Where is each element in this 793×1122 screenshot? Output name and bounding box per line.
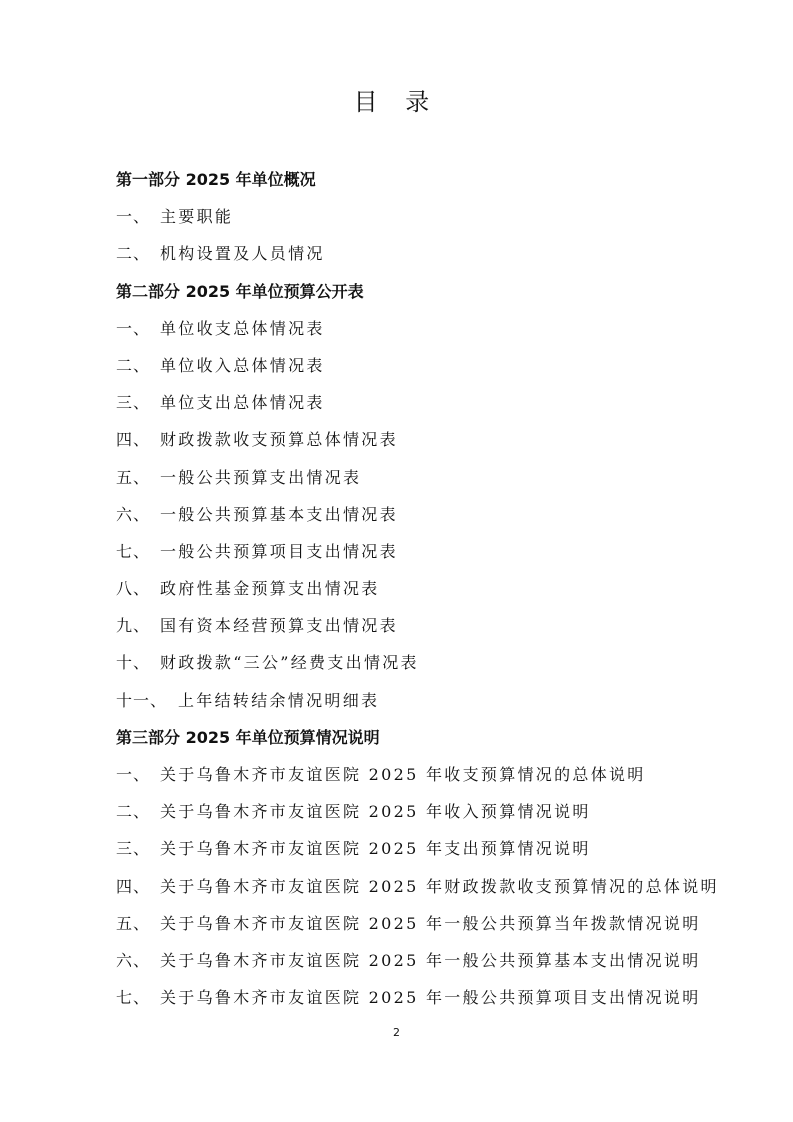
toc-item-number: 十、 (116, 653, 151, 673)
toc-item-label: 关于乌鲁木齐市友谊医院 2025 年收支预算情况的总体说明 (160, 765, 646, 784)
page-title: 目 录 (353, 88, 440, 116)
toc-item-label: 财政拨款“三公”经费支出情况表 (160, 653, 419, 673)
toc-item-label: 关于乌鲁木齐市友谊医院 2025 年一般公共预算项目支出情况说明 (160, 988, 701, 1008)
toc-item-label: 国有资本经营预算支出情况表 (160, 616, 398, 636)
toc-item[interactable] (116, 239, 736, 276)
toc-item-label: 关于乌鲁木齐市友谊医院 2025 年收入预算情况说明 (160, 802, 591, 822)
toc-item-label: 关于乌鲁木齐市友谊医院 2025 年财政拨款收支预算情况的总体说明 (160, 876, 719, 896)
toc-item-number: 八、 (116, 579, 151, 599)
toc-item-label: 单位支出总体情况表 (160, 393, 325, 413)
toc-item[interactable] (116, 909, 736, 946)
toc-item-number: 五、 (116, 913, 151, 933)
toc-item-number: 四、 (116, 876, 151, 896)
toc-item-label: 主要职能 (160, 207, 234, 227)
toc-item[interactable] (116, 686, 736, 723)
toc-item[interactable] (116, 983, 736, 1020)
toc-item[interactable] (116, 760, 736, 797)
toc-item-label: 单位收支总体情况表 (160, 318, 325, 338)
toc-item-number: 三、 (116, 839, 151, 859)
toc-item-number: 十一、 (116, 690, 168, 710)
toc-item-number: 七、 (116, 988, 151, 1008)
toc-item-label: 上年结转结余情况明细表 (178, 690, 380, 710)
toc-item-number: 一、 (116, 765, 151, 784)
toc-item[interactable] (116, 463, 736, 500)
toc-item[interactable] (116, 834, 736, 871)
table-of-contents (116, 165, 736, 1020)
toc-item-number: 二、 (116, 355, 151, 375)
toc-item-number: 六、 (116, 950, 151, 970)
toc-item-number: 一、 (116, 318, 151, 338)
toc-item[interactable] (116, 202, 736, 239)
toc-item-number: 九、 (116, 616, 151, 636)
toc-item-label: 政府性基金预算支出情况表 (160, 579, 380, 599)
toc-item-label: 关于乌鲁木齐市友谊医院 2025 年支出预算情况说明 (160, 839, 591, 859)
toc-item-label: 一般公共预算基本支出情况表 (160, 504, 398, 524)
toc-section-3[interactable]: 第三部分 2025 年单位预算情况说明 (116, 727, 380, 747)
toc-item[interactable] (116, 537, 736, 574)
toc-item-label: 关于乌鲁木齐市友谊医院 2025 年一般公共预算当年拨款情况说明 (160, 913, 701, 933)
toc-item-label: 单位收入总体情况表 (160, 355, 325, 375)
toc-item-number: 六、 (116, 504, 151, 524)
toc-item-label: 机构设置及人员情况 (160, 244, 325, 264)
toc-item[interactable] (116, 872, 736, 909)
toc-item-number: 三、 (116, 393, 151, 413)
toc-item[interactable] (116, 500, 736, 537)
toc-item-label: 一般公共预算支出情况表 (160, 467, 362, 487)
toc-item[interactable] (116, 611, 736, 648)
toc-item-label: 财政拨款收支预算总体情况表 (160, 430, 398, 450)
toc-item[interactable] (116, 425, 736, 462)
toc-item[interactable] (116, 797, 736, 834)
toc-item-number: 四、 (116, 430, 151, 450)
toc-item[interactable] (116, 388, 736, 425)
toc-item[interactable] (116, 314, 736, 351)
toc-section-2[interactable]: 第二部分 2025 年单位预算公开表 (116, 281, 364, 301)
toc-item-label: 关于乌鲁木齐市友谊医院 2025 年一般公共预算基本支出情况说明 (160, 950, 701, 970)
toc-item-number: 一、 (116, 207, 151, 227)
toc-item-number: 七、 (116, 541, 151, 561)
toc-item[interactable] (116, 574, 736, 611)
toc-section-1[interactable]: 第一部分 2025 年单位概况 (116, 170, 316, 189)
toc-item-number: 二、 (116, 244, 151, 264)
toc-item[interactable] (116, 351, 736, 388)
toc-item-number: 二、 (116, 802, 151, 822)
toc-item[interactable] (116, 946, 736, 983)
toc-item-number: 五、 (116, 467, 151, 487)
toc-item[interactable] (116, 648, 736, 685)
page-number: 2 (393, 1026, 400, 1039)
toc-item-label: 一般公共预算项目支出情况表 (160, 541, 398, 561)
